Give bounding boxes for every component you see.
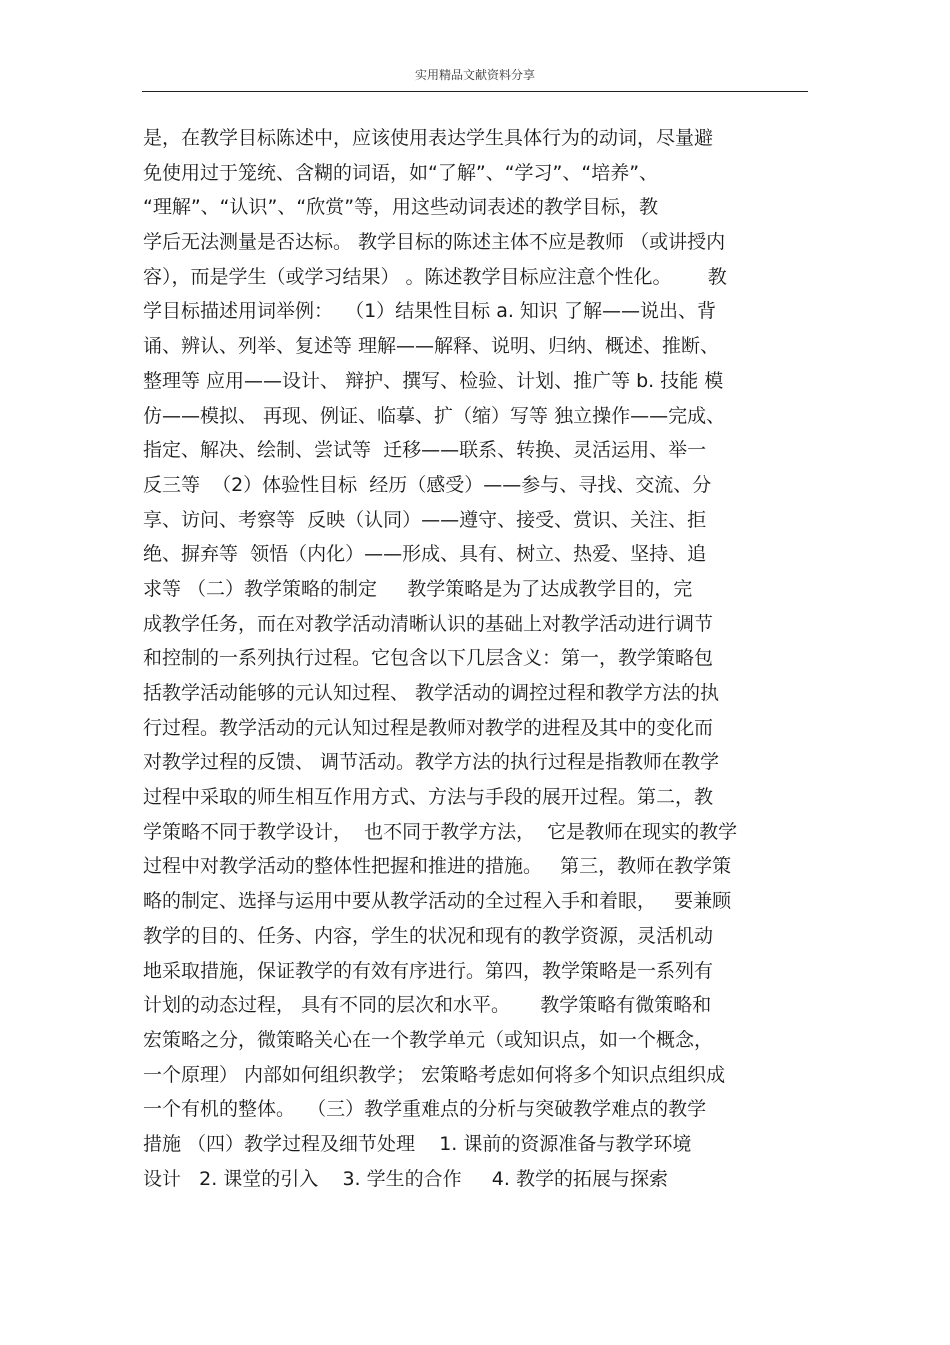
body-line: 一个有机的整体。 （三）教学重难点的分析与突破教学难点的教学 [143, 1098, 707, 1121]
body-line: 学目标描述用词举例： （1）结果性目标 a. 知识 了解——说出、背 [143, 300, 716, 323]
body-line: 对教学过程的反馈、 调节活动。教学方法的执行过程是指教师在教学 [143, 751, 720, 774]
body-line: 教学的目的、任务、内容，学生的状况和现有的教学资源，灵活机动 [143, 924, 714, 947]
body-line: 诵、辨认、列举、复述等 理解——解释、说明、归纳、概述、推断、 [143, 335, 720, 358]
body-line: 宏策略之分，微策略关心在一个教学单元（或知识点，如一个概念， [143, 1028, 714, 1051]
body-line: 成教学任务，而在对教学活动清晰认识的基础上对教学活动进行调节 [143, 612, 714, 635]
body-line: 反三等 （2）体验性目标 经历（感受）——参与、寻找、交流、分 [143, 473, 712, 496]
page-header: 实用精品文献资料分享 [414, 68, 535, 82]
body-line: 指定、解决、绘制、尝试等 迁移——联系、转换、灵活运用、举一 [143, 439, 707, 462]
document-body [143, 121, 813, 1196]
body-line: 设计 2. 课堂的引入 3. 学生的合作 4. 教学的拓展与探索 [143, 1167, 668, 1190]
body-line: 计划的动态过程， 具有不同的层次和水平。 教学策略有微策略和 [143, 994, 712, 1017]
body-line: 学策略不同于教学设计， 也不同于教学方法， 它是教师在现实的教学 [143, 820, 738, 843]
body-line: 一个原理） 内部如何组织教学； 宏策略考虑如何将多个知识点组织成 [143, 1063, 726, 1086]
body-line: “理解”、“认识”、“欣赏”等，用这些动词表述的教学目标，教 [143, 196, 659, 219]
body-line: 措施 （四）教学过程及细节处理 1. 课前的资源准备与教学环境 [143, 1132, 692, 1155]
body-line: 和控制的一系列执行过程。它包含以下几层含义：第一，教学策略包 [143, 647, 714, 670]
body-line: 行过程。教学活动的元认知过程是教师对教学的进程及其中的变化而 [143, 716, 714, 739]
body-line: 学后无法测量是否达标。 教学目标的陈述主体不应是教师 （或讲授内 [143, 231, 726, 254]
body-line: 过程中对教学活动的整体性把握和推进的措施。 第三，教师在教学策 [143, 855, 732, 878]
body-line: 过程中采取的师生相互作用方式、方法与手段的展开过程。第二，教 [143, 786, 714, 809]
body-line: 仿——模拟、 再现、例证、临摹、扩（缩）写等 独立操作——完成、 [143, 404, 726, 427]
body-line: 绝、摒弃等 领悟（内化）——形成、具有、树立、热爱、坚持、追 [143, 543, 707, 566]
body-line: 享、访问、考察等 反映（认同）——遵守、接受、赏识、关注、拒 [143, 508, 707, 531]
body-line: 整理等 应用——设计、 辩护、撰写、检验、计划、推广等 b. 技能 模 [143, 369, 724, 392]
header-divider [142, 91, 808, 92]
body-line: 地采取措施，保证教学的有效有序进行。第四，教学策略是一系列有 [143, 959, 714, 982]
body-line: 是，在教学目标陈述中，应该使用表达学生具体行为的动词，尽量避 [143, 127, 714, 149]
body-line: 求等 （二）教学策略的制定 教学策略是为了达成教学目的，完 [143, 577, 693, 600]
body-line: 括教学活动能够的元认知过程、 教学活动的调控过程和教学方法的执 [143, 682, 720, 704]
body-line: 免使用过于笼统、含糊的词语，如“了解”、“学习”、“培养”、 [143, 161, 659, 184]
body-line: 略的制定、选择与运用中要从教学活动的全过程入手和着眼， 要兼顾 [143, 890, 732, 913]
body-line: 容），而是学生（或学习结果） 。陈述教学目标应注意个性化。 教 [143, 265, 727, 288]
